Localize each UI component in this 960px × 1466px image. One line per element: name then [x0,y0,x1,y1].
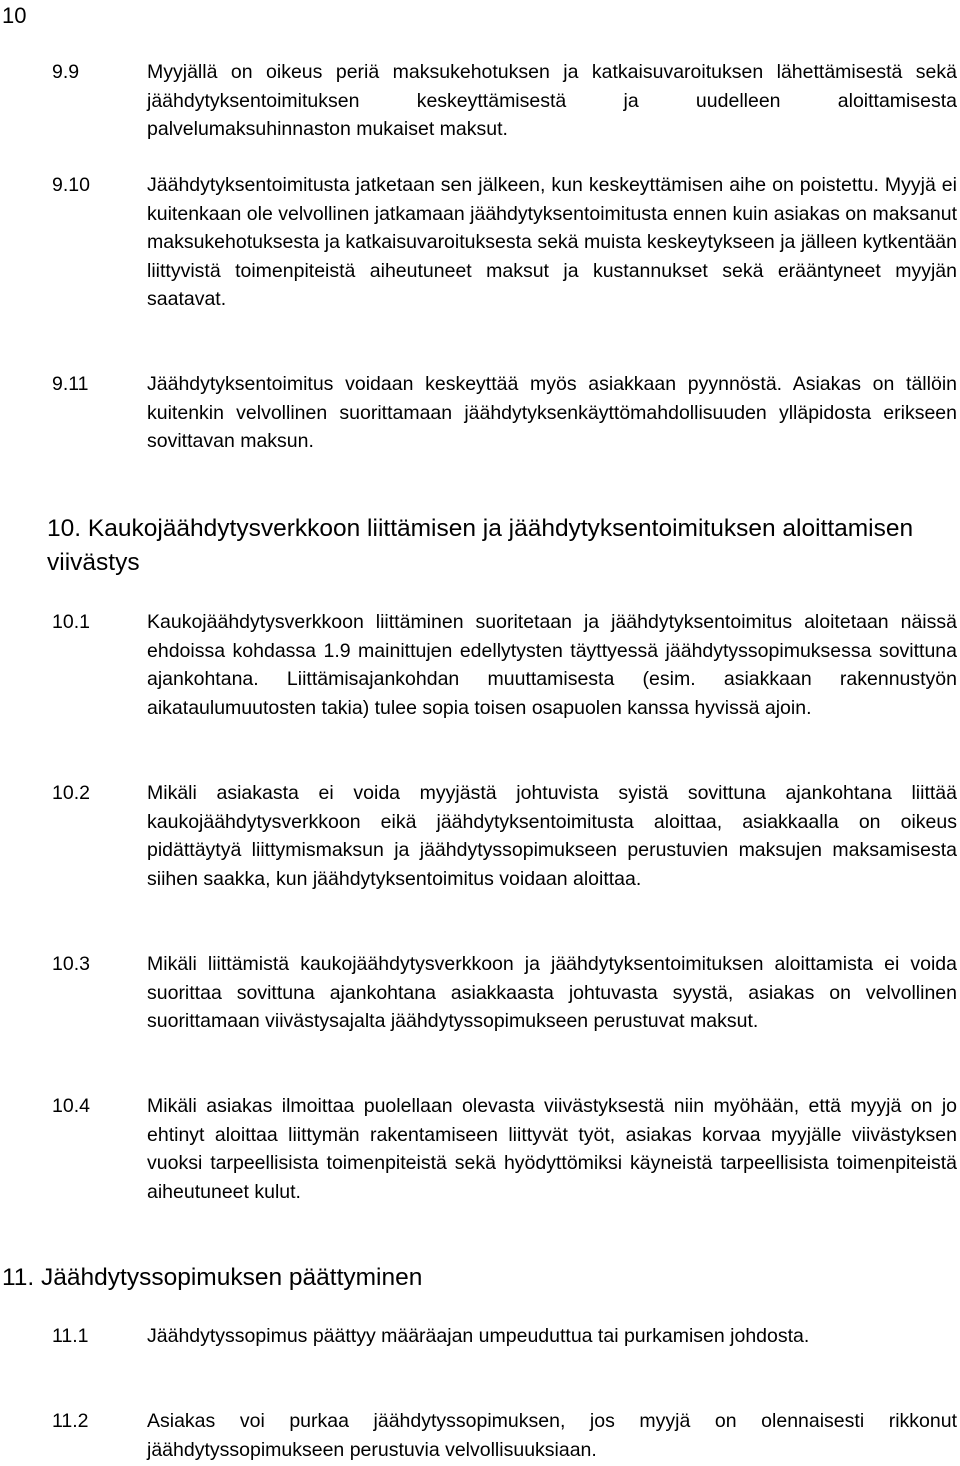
clause-text: Jäähdytyksentoimitusta jatketaan sen jälkeen, kun keskeyttämisen aihe on poistettu. Myyjä ei kuitenkaan ole velvollinen jatkamaan jäähdytyksentoimitusta ennen kuin asiakas on maksanut maksukehotuksesta ja katkaisuvaroituksesta sekä muista keskeytykseen ja jälleen kytkentään liittyvistä toimenpiteistä aiheutuneet maksut ja kustannukset sekä erääntyneet myyjän saatavat. [147,174,957,311]
clause-number: 9.11 [52,373,89,395]
clause-9-9 [52,58,957,144]
clause-text: Jäähdytyksentoimitus voidaan keskeyttää myös asiakkaan pyynnöstä. Asiakas on tällöin kuitenkin velvollinen suorittamaan jäähdytyksenkäyttömahdollisuuden ylläpidosta erikseen sovittavan maksun. [147,373,957,453]
clause-text: Jäähdytyssopimus päättyy määräajan umpeuduttua tai purkamisen johdosta. [147,1325,810,1347]
clause-9-10 [52,171,957,314]
clause-text: Asiakas voi purkaa jäähdytyssopimuksen, jos myyjä on olennaisesti rikkonut jäähdytyssopimukseen perustuvia velvollisuuksiaan. [147,1410,957,1461]
section-heading-11: 11. Jäähdytyssopimuksen päättyminen [2,1264,423,1291]
clause-text: Mikäli asiakasta ei voida myyjästä johtuvista syistä sovittuna ajankohtana liittää kaukojäähdytysverkkoon eikä jäähdytyksentoimitusta aloittaa, asiakkaalla on oikeus pidättäytyä liittymismaksun ja jäähdytyssopimukseen perustuvien maksujen maksamisesta siihen saakka, kun jäähdytyksentoimitus voidaan aloittaa. [147,782,957,890]
clause-number: 10.1 [52,611,90,633]
clause-text: Kaukojäähdytysverkkoon liittäminen suoritetaan ja jäähdytyksentoimitus aloitetaan näissä ehdoissa kohdassa 1.9 mainittujen edellytysten täyttyessä jäähdytyssopimuksessa sovittuna ajankohtana. Liittämisajankohdan muuttamisesta (esim. asiakkaan rakennustyön aikataulumuutosten takia) tulee sopia toisen osapuolen kanssa hyvissä ajoin. [147,611,957,719]
page-number: 10 [2,3,27,28]
section-heading-10: 10. Kaukojäähdytysverkkoon liittämisen ja jäähdytyksentoimituksen aloittamisen viivästys [47,515,914,576]
clause-10-4 [52,1092,957,1206]
clause-text: Myyjällä on oikeus periä maksukehotuksen ja katkaisuvaroituksen lähettämisestä sekä jäähdytyksentoimituksen keskeyttämisestä ja uudelleen aloittamisesta palvelumaksuhinnaston mukaiset maksut. [147,61,957,141]
clause-9-11 [52,370,957,456]
clause-11-1 [52,1322,957,1351]
clause-text: Mikäli asiakas ilmoittaa puolellaan olevasta viivästyksestä niin myöhään, että myyjä on jo ehtinyt aloittaa liittymän rakentamiseen liittyvät työt, asiakas korvaa myyjälle viivästyksen vuoksi tarpeellisista toimenpiteistä sekä hyödyttömiksi käyneistä tarpeellisista toimenpiteistä aiheutuneet kulut. [147,1095,957,1203]
clause-10-2 [52,779,957,893]
clause-number: 11.1 [52,1325,89,1347]
clause-number: 10.3 [52,953,90,975]
clause-10-3 [52,950,957,1036]
clause-number: 10.4 [52,1095,90,1117]
clause-11-2 [52,1407,957,1464]
clause-number: 9.10 [52,174,90,196]
clause-number: 9.9 [52,61,80,83]
clause-10-1 [52,608,957,722]
clause-number: 10.2 [52,782,90,804]
clause-number: 11.2 [52,1410,89,1432]
clause-text: Mikäli liittämistä kaukojäähdytysverkkoon ja jäähdytyksentoimituksen aloittamista ei voida suorittaa sovittuna ajankohtana asiakkaasta johtuvasta syystä, asiakas on velvollinen suorittamaan viivästysajalta jäähdytyssopimukseen perustuvat maksut. [147,953,957,1033]
